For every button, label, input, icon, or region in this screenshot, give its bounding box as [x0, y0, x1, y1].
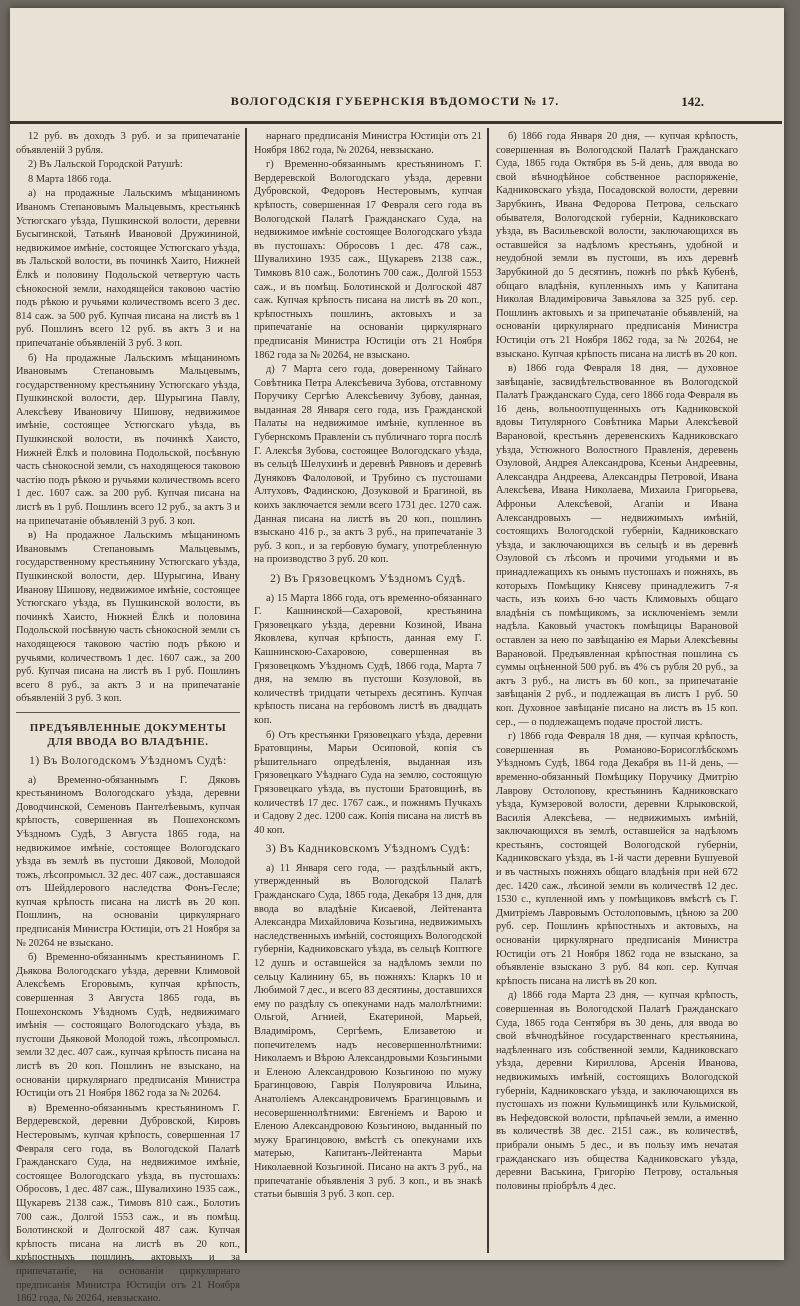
paragraph: в) 1866 года Февраля 18 дня, — духовное завѣщаніе, засвидѣтельствованное въ Вологодской Палатѣ Гражданскаго Суда, сего 1866 года Февраля въ 16 день, вольноотпущенныхъ отъ Кадниковской вдовы Титулярного Совѣтника Марьи Алексѣевой Варановой, крестьянъ деревенскихъ Кадниковскаго уѣзда, Устюжного Волостного Правленія, деревень Озуловой, Андрея Александрова, Ксеньи Андреевны, Александра Андреева, Александры Петровой, Ивана Алексѣева, Ивана Николаева, Михаила Григорьева, Афроньи Алексѣевой, Агапіи и Ивана Александровыхъ — недвижимыхъ имѣній, состоящихъ Вологодской губерніи, Кадниковскаго уѣзда, и заключающихся въ сельцѣ и въ деревнѣ Озуловой съ лѣсомъ и прочими угодьями и въ принадлежащихъ къ онымъ пустошахъ и пожняхъ, въ которыхъ Помѣщику Княсеву принадлежитъ 7-я часть, изъ коихъ 6-ю часть Климовыхъ общаго владѣнія съ помѣщикомъ, за исключеніемъ земли надѣла. Каковый участокъ помѣщицы Варановой оставлен за нею по завѣщанію ея Марьи Алексѣевны Варановой. Предъявленная крѣпостная пошлина съ суммы оцѣненной 500 руб. въ 4% съ рубля 20 руб., за актъ 3 руб., на листъ въ 60 коп., за припечатаніе завѣщанія 2 руб., и подлежащая въ листъ 1 руб. 50 коп. Духовное завѣщаніе писано на листъ въ 15 коп. сер., — о подлежащемъ подаче простой листъ.: [496, 363, 738, 728]
paragraph: б) Отъ крестьянки Грязовецкаго уѣзда, деревни Братовщины, Марьи Осиповой, копія съ рѣшительнаго опредѣленія, выданная изъ Грязовецкаго Уѣзднаго Суда на землю, состоящую Грязовецкаго уѣзда, въ пустоши Братовщинѣ, въ количествѣ 17 дес. 1767 саж., и пожнямъ Пучкахъ и Садову 2 дес. 1200 саж. Копія писана на листѣ въ 40 коп.: [254, 729, 482, 836]
page-number: 142.: [681, 94, 704, 109]
subheading: 2) Въ Лальской Городской Ратушѣ:: [28, 159, 183, 171]
newspaper-page: [10, 8, 784, 1305]
paragraph: б) Временно-обязаннымъ крестьяниномъ Г. Дьякова Вологодскаго уѣзда, деревни Климовой Алексѣемъ Егоровымъ, купчая крѣпость, совершенная 3 Августа 1865 года, въ Пошехонскомъ Уѣздномъ Судѣ, недвижимаго имѣнія — состоящаго Вологодскаго уѣзда, въ пустоши Дьяковой Молодой тожъ, лѣсопромысл. земли 32 дес. 407 саж., купчая крѣпость писана на листѣ въ 20 коп. Пошлинъ не взыскано, на основаніи циркулярнаго предписанія Министра Юстиціи отъ 21 Ноября 1862 года за № 20264.: [16, 952, 240, 1100]
paragraph: а) 15 Марта 1866 года, отъ временно-обязаннаго Г. Кашнинской—Сахаровой, крестьянина Грязовецкаго уѣзда, деревни Козиной, Ивана Яковлева, купчая крѣпость, данная ему Г. Кашнинскою-Сахаровою, совершенная въ Грязовецкомъ Уѣздномъ Судѣ, 1866 года, Марта 7 дня, на землю въ пустоши Козуловой, въ количествѣ тридцати четырехъ десятинъ. Купчая крѣпость писана на гербовомъ листѣ въ двадцать коп.: [254, 592, 482, 726]
subheading: 3) Въ Кадниковскомъ Уѣздномъ Судѣ:: [265, 843, 471, 856]
paragraph: в) Временно-обязаннымъ крестьяниномъ Г. Вердеревской, деревни Дубровской, Кировъ Нестеровымъ, купчая крѣпость, совершенная 17 Февраля сего года, въ Вологодской Палатѣ Гражданскаго Суда, на недвижимое имѣніе, состоящее Вологодскаго уѣзда, въ пустошахъ: Обросовъ, 1 дес. 487 саж., Шувалихино 1935 саж., Щукаревъ 2138 саж., Тимовъ 810 саж., Болотиъ 700 саж., Долгой 1553 саж., и въ помѣщ. Болотинской и Долгоской 487 саж. Купчая крѣпость писана на листѣ въ 20 коп., крѣпостныхъ пошлинъ, актовыхъ и за припечатаніе, на основаніи циркулярнаго предписанія Министра Юстиціи отъ 21 Ноября 1862 года, № 20264, невзыскано.: [16, 1102, 240, 1305]
column-2: [254, 130, 482, 1250]
paragraph: а) 11 Января сего года, — раздѣльный актъ, утвержденный въ Вологодской Палатѣ Гражданскаго Суда, 1865 года, Декабря 13 дня, для ввода во владѣніе Кисаевой, Лейтенанта Александра Михайловича Козьгина, недвижимыхъ наследственныхъ имѣній, состоящихъ Вологодской губерніи, Кадниковскаго уѣзда, въ сельцѣ Коптюге 12 душъ и оставшейся за надѣломъ земли по сельцу Калинину 65, въ пожняхъ: Кларкъ 10 и Любимой 7 дес., и всего 83 десятины, доставшихся ему по раздѣлу съ опекунами надъ малолѣтними: Ольгой, Агнией, Екатериной, Марьей, Владиміромъ, Сергѣемъ, Елизаветою и попечителемъ надъ несовершеннолѣтними: Николаемъ и Вѣрою Александровыми Козьгиными и Еленою Александровою Козьгиною по мужу Брагинцовою, Гаврiя Полуяровича Ильина, Анатоліемъ Александровичемъ Брагинцовымъ и несовершеннолѣтними: Евгеніемъ и Варою и Еленою Александровою Козьгиною, выданный по мужу Брагинцовою, вмѣстѣ съ опекунами ихъ матерью, Капитанъ-Лейтенанта Марьи Николаевной Козьгиной. Писано на актъ 3 руб., на припечатаніе объявленія 3 руб. 3 коп., и въ знакѣ статьи бывшія 3 руб. 3 коп. сер.: [254, 862, 482, 1201]
newspaper-title: ВОЛОГОДСКІЯ ГУБЕРНСКІЯ ВѢДОМОСТИ № 17.: [230, 94, 560, 108]
paragraph: г) Временно-обязаннымъ крестьяниномъ Г. Вердеревской Вологодскаго уѣзда, деревни Дубровской, Федоровъ Нестеровымъ, купчая крѣпость, совершенная 17 Февраля сего года въ Вологодской Палатѣ Гражданскаго Суда, на недвижимое имѣніе состоящее Вологодскаго уѣзда въ пустошахъ: Обросовъ 1 дес. 478 саж., Шувалихино 1935 саж., Щукаревъ 2138 саж., Тимковъ 810 саж., Болотинъ 700 саж., Долгой 1553 саж., и въ помѣщ. Болотинской и Долгоской 487 саж. Купчая крѣпость писана на листѣ въ 20 коп., крѣпостныхъ пошлинъ, актовыхъ и за припечатаніе на основаніи циркулярнаго предписанія Министра Юстиціи отъ 21 Ноября 1862 года за № 20264, не взыскано.: [254, 159, 482, 361]
column-3: [496, 130, 738, 1250]
column-divider: [245, 128, 247, 1253]
column-1: [16, 130, 240, 1305]
paragraph: а) Временно-обязаннымъ Г. Дяковъ крестьяниномъ Вологодскаго уѣзда, деревни Доводчинской, Семеновъ Пантелѣевымъ, купчая крѣпость, совершенная въ Пошехонскомъ Уѣздномъ Судѣ, 3 Августа 1865 года, на недвижимое имѣніе, состоящее Вологодскаго уѣзда въ землѣ въ пустоши Дяковой, Молодой тожъ, лѣсопромысл. 32 дес. 407 саж., доставшаяся отъ Шейдлерового наследства Фонъ-Гесле; купчая крѣпость писана на листѣ въ 20 коп. Пошлинъ, на основаніи циркулярнаго предписанія Министра Юстиціи, отъ 21 Ноября за № 20264 не взыскано.: [16, 774, 240, 949]
paragraph: а) на продажные Лальскимъ мѣщаниномъ Иваномъ Степановымъ Мальцевымъ, крестьянкѣ Устюгскаго уѣзда, Пушкинской волости, деревни Бусыгинской, Татьянѣ Ивановой Дружининой, недвижимое имѣніе, состоящее Устюгскаго уѣзда, въ Лальской волости, въ починкѣ Хаито, Нижней Ёлкѣ и половину Подольской четвертую часть сѣнокосной земли, находящейся таковою частію подъ рѣкою и ручьями количествомъ всего 3 дес. 814 саж. за 500 руб. Купчая писана на листѣ въ 1 руб. Пошлинъ всего 12 руб. въ актъ 3 и на припечатаніе объявленій 3 руб. 3 коп.: [16, 188, 240, 349]
section-title: ПРЕДЪЯВЛЕННЫЕ ДОКУМЕНТЫ ДЛЯ ВВОДА ВО ВЛАДѢНІЕ.: [29, 721, 227, 748]
paragraph: 12 руб. въ доходъ 3 руб. и за припечатаніе объявленій 3 рубля.: [16, 131, 240, 156]
paragraph: д) 1866 года Марта 23 дня, — купчая крѣпость, совершенная въ Вологодской Палатѣ Гражданскаго Суда, 1865 года Сентября въ 30 день, для ввода во свой вѣчнодѣйное государственнаго крестьянина, надѣленнаго изъ собственной земли, Кадниковскаго уѣзда, деревни Кириллова, Арсенія Иванова, недвижимыхъ имѣній, состоящихъ Вологодской губерніи, Кадниковскаго уѣзда, и заключающихся въ пустошахъ из пожни Кульмищинкѣ или Кульмиской, въ Нефедовской волости, прѣпачьей земли, а именно въ количествѣ 38 дес. 2151 саж., въ количествѣ, прибрали онымъ 5 дес., и въ пользу имъ нечатая гражданскаго изъ общества Кадниковскаго уѣзда, деревни Васькина, Григорію Петрову, остальныя половины пріобрѣлъ 4 дес.: [496, 990, 738, 1192]
page-header: [10, 94, 784, 116]
paragraph: д) 7 Марта сего года, доверенному Тайнаго Совѣтника Петра Алексѣевича Зубова, отставному Поручику Сергѣю Алексѣевичу Зубову, данная, выданная 28 Января сего года, изъ Гражданской Палаты на недвижимое имѣніе, купленное въ Губернскомъ Правленіи съ публичнаго торга послѣ Г. Алексѣя Зубова, состоящее Вологодскаго уѣзда, въ сельцѣ Шелухинѣ и деревнѣ Рявновъ и деревнѣ Дуняковъ Фалоловой, и Трубино съ пустошами Алтуховъ, Фадинскою, Дозуковой и Брагиной, въ коихъ заключается земли всего 1731 дес. 1270 саж. Данная писана на листѣ въ 20 коп., пошлинъ взыскано 416 р., за актъ 3 руб., на припечатаніе 3 руб. 3 коп., и за гербовую бумагу, употребленную на производство 3 руб. 20 коп.: [254, 364, 482, 566]
paragraph: в) На продажное Лальскимъ мѣщаниномъ Ивановымъ Степановымъ Мальцевымъ, государственному крестьянину Устюгскаго уѣзда, Пушкинской волости, дер. Шурыгина, Ивану Иванову Шишову, недвижимое имѣніе, состоящее Устюгскаго уѣзда, въ Пушкинской волости, въ починкѣ Хаисто, Нижней Ёлкѣ и половина Подольской посѣвную часть сѣнокосной земли съ находящеюся таковою частію подъ рѣкою и ручьями, количествомъ 1 дес. 1607 саж., за 200 руб. Купчая писана на листѣ въ 1 руб. Пошлинъ всего 8 руб., за актъ 3 и на припечатаніе объявленій 3 руб. 3 коп.: [16, 530, 240, 705]
header-rule: [10, 121, 782, 124]
paragraph: б) На продажные Лальскимъ мѣщаниномъ Ивановымъ Степановымъ Мальцевымъ, государственному крестьянину Устюгскаго уѣзда, Пушкинской волости, дер. Шурыгина Павлу, Алексѣеву Ивановичу Шишову, недвижимое имѣніе, состоящее Устюгскаго уѣзда, въ Пушкинской волости, въ починкѣ Хаисто, Нижней Ёлкѣ и половина Подольской, посѣвную часть сѣнокосной земли, съ находящеюся таковою частію подъ рѣкою и ручьями количествомъ всего 1 дес. 1607 саж. за 200 руб. Купчая писана на листѣ въ 1 руб. Пошлинъ всего 12 руб., за актъ 3 и на припечатаніе объявленій 3 руб. 3 коп.: [16, 352, 240, 527]
paragraph: б) 1866 года Января 20 дня, — купчая крѣпость, совершенная въ Вологодской Палатѣ Гражданскаго Суда, 1865 года Октября въ 5-й день, для ввода во свой вѣчнодѣйное собственное распоряженіе, Кадниковскаго уѣзда, Посадовской волости, деревни Зарубкинъ, Ивана Федорова Петрова, сельскаго обывателя, Вологодской губерніи, Кадниковскаго уѣзда, въ Васильевской волости, заключающихся въ оставшейся за надѣломъ крестьянъ, удобной и неудобной земли въ пустоши, въ ихъ деревнѣ Зарубкиной до 5 десятинъ, пожнѣ по рѣкѣ Кубенѣ, общаго владѣнія, купленныхъ имъ у Капитана Николая Владиміровича Завьялова за 325 руб. сер. Пошлинъ актовыхъ и за припечатаніе объявленій, на основаніи циркулярнаго предписанія Министра Юстиціи отъ 21 Ноября 1862 года, за № 20264, не взыскано. Купчая крѣпость писана на листѣ въ 20 коп.: [496, 131, 738, 360]
section-divider: [16, 712, 240, 713]
subheading: 1) Въ Вологодскомъ Уѣздномъ Судѣ:: [29, 754, 227, 767]
paragraph: г) 1866 года Февраля 18 дня, — купчая крѣпость, совершенная въ Романово-Борисоглѣбскомъ Уѣздномъ Судѣ, 1864 года Декабря въ 11-й день, — временно-обязанный Помѣщику Поручику Дмитрію Лаврову Остолопову, крестьянинъ Кадниковскаго уѣзда, Кумзеровой волости, деревни Клрыковской, Василія Алексѣева, — недвижимыхъ имѣній, заключающихся въ землѣ, оставшейся за надѣломъ крестьянъ, состоящей Вологодской губерніи, Кадниковскаго уѣзда, въ 1-й части деревни Бушуевой и въ частныхъ пожняхъ общаго владѣнія при ней 672 дес. 1420 саж., лѣсиной земли въ количествѣ 12 дес. 1530 с., купленной имъ у помѣщиковъ вмѣстѣ съ Г. Дмитріемъ Лавровымъ Остолоповымъ, цѣною за 200 руб. сер. Пошлинъ крѣпостныхъ и актовыхъ, на основаніи циркулярнаго предписанія Министра Юстиціи отъ 21 Ноября 1862 года не взыскано, за объявленіе взыскано 3 руб. 84 коп. сер. Купчая крѣпость писана на листѣ въ 20 коп.: [496, 731, 738, 987]
column-divider: [487, 128, 489, 1253]
paragraph: нарнаго предписанія Министра Юстиціи отъ 21 Ноября 1862 года, № 20264, невзыскано.: [254, 131, 482, 156]
subheading: 2) Въ Грязовецкомъ Уѣздномъ Судѣ.: [270, 573, 466, 585]
date-line: 8 Марта 1866 года.: [28, 173, 112, 185]
